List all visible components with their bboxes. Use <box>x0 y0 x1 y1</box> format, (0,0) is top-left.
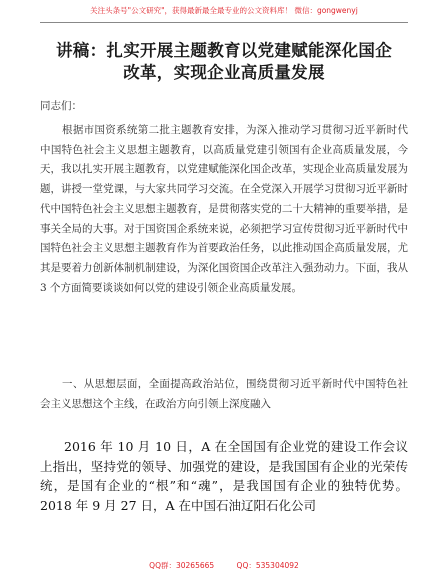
footer-qq-group: QQ群：30265665 <box>149 561 215 570</box>
title-line-2: 改革，实现企业高质量发展 <box>123 63 325 82</box>
header-banner: 关注头条号"公文研究"，获得最新最全最专业的公文资料库！ 微信：gongwenyj <box>90 6 358 15</box>
title-line-1: 讲稿：扎实开展主题教育以党建赋能深化国企 <box>56 41 392 60</box>
body-paragraph-section-heading: 一、从思想层面，全面提高政治站位，围绕贯彻习近平新时代中国特色社会主义思想这个主线，在政治方向引领上深度融入 <box>40 378 408 410</box>
body-paragraph-intro: 根据市国资系统第二批主题教育安排，为深入推动学习贯彻习近平新时代中国特色社会主义思想主题教育，以高质量党建引领国有企业高质量发展，今天，我以扎实开展主题教育，以党建赋能深化国企改革，实现企业高质量发展为题，讲授一堂党课，与大家共同学习交流。在全党深入开展学习贯彻习近平新时代中国特色社会主义思想主题教育，是贯彻落实党的二十大精神的重要举措，是事关全局的大事。对于国资国企系统来说，必须把学习宣传贯彻习近平新时代中国特色社会主义思想主题教育作为首要政治任务，以此推动国企高质量发展，尤其是要着力创新体制机制建设，为深化国资国企改革注入强劲动力。下面，我从 3 个方面简要谈谈如何以党的建设引领企业高质量发展。 <box>40 124 408 294</box>
footer-contact <box>0 560 448 571</box>
salutation: 同志们： <box>40 100 82 112</box>
body-paragraph-speech-quote: 2016 年 10 月 10 日，A 在全国国有企业党的建设工作会议上指出，坚持党的领导、加强党的建设，是我国国有企业的光荣传统，是国有企业的“根”和“魂”，是我国国有企业的独特优势。2018 年 9 月 27 日，A 在中国石油辽阳石化公司 <box>40 439 408 513</box>
footer-qq: QQ：535304092 <box>236 561 299 570</box>
document-title <box>40 40 408 84</box>
header-divider <box>40 22 408 23</box>
